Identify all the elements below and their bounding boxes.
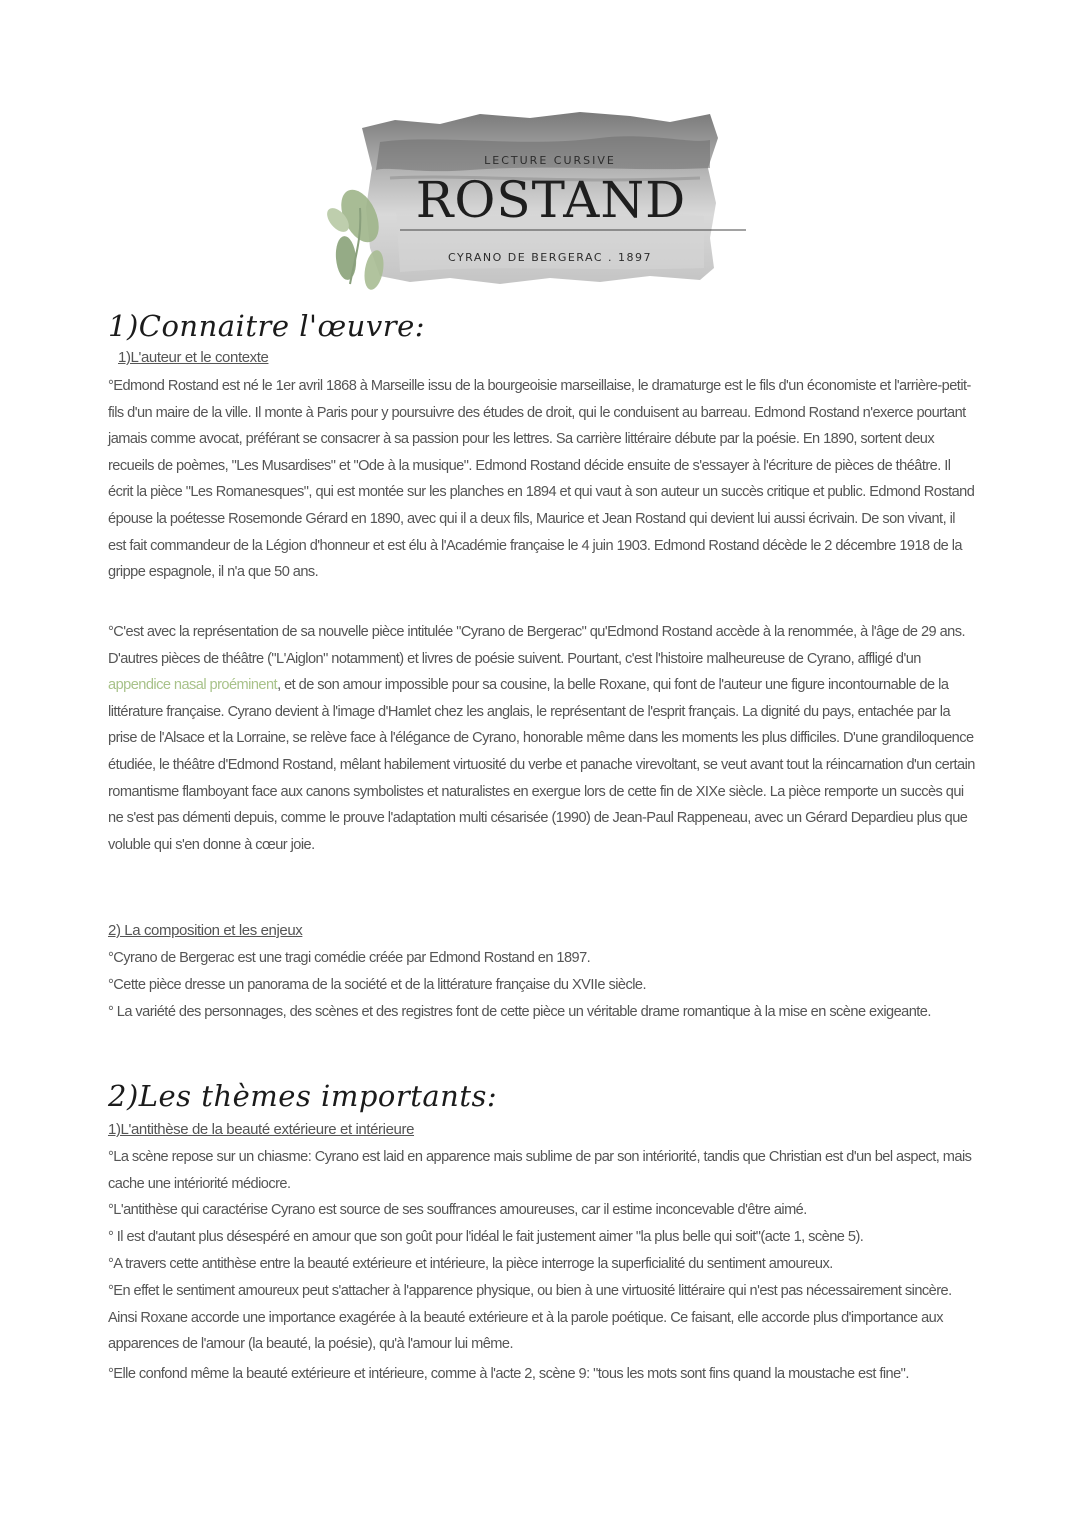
highlighted-text: appendice nasal proéminent [108,677,278,694]
section-2-sub-1-paragraph-2: °L'antithèse qui caractérise Cyrano est source de ses souffrances amoureuses, car il estime inconcevable d'être aimé. [108,1202,807,1218]
section-2-sub-1-paragraph-3: ° Il est d'autant plus désespéré en amour que son goût pour l'idéal le fait justement aimer "la plus belle qui soit"(acte 1, scène 5). [108,1229,864,1245]
paragraph-2-before: °C'est avec la représentation de sa nouvelle pièce intitulée "Cyrano de Bergerac" qu'Edmond Rostand accède à la renommée, à l'âge de 29 ans. D'autres pièces de théâtre ("L'Aiglon" notamment) et livres de poésie suivent. Pourtant, c'est l'histoire malheureuse de Cyrano, affligé d'un [108,624,965,667]
section-1-sub-1-paragraph-1: °Edmond Rostand est né le 1er avril 1868 à Marseille issu de la bourgeoisie marseillaise, le dramaturge est le fils d'un économiste et l'arrière-petit-fils d'un maire de la ville. Il monte à Paris pour y poursuivre des études de droit, qui le conduisent au barreau. Edmond Rostand n'exerce pourtant jamais comme avocat, préférant se consacrer à sa passion pour les lettres. Sa carrière littéraire débute par la poésie. En 1890, sortent deux recueils de poèmes, "Les Musardises" et "Ode à la musique". Edmond Rostand décide ensuite de s'essayer à l'écriture de pièces de théâtre. Il écrit la pièce "Les Romanesques", qui est montée sur les planches en 1894 et qui vaut à son auteur un succès critique et public. Edmond Rostand épouse la poétesse Rosemonde Gérard en 1890, avec qui il a deux fils, Maurice et Jean Rostand qui devient lui aussi écrivain. De son vivant, il est fait commandeur de la Légion d'honneur et est élu à l'Académie française le 4 juin 1903. Edmond Rostand décède le 2 décembre 1918 de la grippe espagnole, il n'a que 50 ans. [108,378,975,581]
section-1-sub-1-paragraph-2 [108,619,976,858]
section-2-sub-1-paragraph-1: °La scène repose sur un chiasme: Cyrano est laid en apparence mais sublime de par son intériorité, tandis que Christian est d'un bel aspect, mais cache une intériorité médiocre. [108,1149,972,1192]
section-2-heading: 2)Les thèmes importants: [108,1079,498,1113]
section-1-sub-1-title: 1)L'auteur et le contexte [118,349,269,366]
section-2-sub-1-paragraph-4: °A travers cette antithèse entre la beauté extérieure et intérieure, la pièce interroge la superficialité du sentiment amoureux. [108,1256,833,1272]
title-banner [300,108,760,298]
banner-kicker: LECTURE CURSIVE [484,154,616,167]
banner-subtitle: CYRANO DE BERGERAC . 1897 [447,251,653,264]
section-1-sub-2-paragraph-2: °Cette pièce dresse un panorama de la société et de la littérature française du XVIIe siècle. [108,977,646,993]
section-2-sub-1-title: 1)L'antithèse de la beauté extérieure et intérieure [108,1121,415,1138]
banner-title: ROSTAND [415,171,687,229]
section-2-sub-1-paragraph-5: °En effet le sentiment amoureux peut s'attacher à l'apparence physique, ou bien à une virtuosité littéraire qui n'est pas nécessairement sincère. Ainsi Roxane accorde une importance exagérée à la beauté extérieure et à la parole poétique. Ce faisant, elle accorde plus d'importance aux apparences de l'amour (la beauté, la poésie), qu'à l'amour lui même. [108,1283,952,1353]
paragraph-2-after: , et de son amour impossible pour sa cousine, la belle Roxane, qui font de l'auteur une figure incontournable de la littérature française. Cyrano devient à l'image d'Hamlet chez les anglais, le représentant de l'esprit français. La dignité du pays, entachée par la prise de l'Alsace et la Lorraine, se relève face à l'élégance de Cyrano, honorable même dans les moments les plus difficiles. D'une grandiloquence étudiée, le théâtre d'Edmond Rostand, mêlant habilement virtuosité du verbe et panache virevoltant, se veut avant tout la réincarnation d'un certain romantisme flamboyant face aux canons symbolistes et naturalistes en exergue lors de cette fin de XIXe siècle. La pièce remporte un succès qui ne s'est pas démenti depuis, comme le prouve l'adaptation multi césarisée (1990) de Jean-Paul Rappeneau, avec un Gérard Depardieu plus que voluble qui s'en donne à cœur joie. [108,677,975,853]
section-1-heading: 1)Connaitre l'œuvre: [108,309,426,343]
section-1-sub-2-paragraph-1: °Cyrano de Bergerac est une tragi comédie créée par Edmond Rostand en 1897. [108,950,591,966]
section-1-sub-2-paragraph-3: ° La variété des personnages, des scènes et des registres font de cette pièce un véritable drame romantique à la mise en scène exigeante. [108,1004,931,1020]
section-2-sub-1-paragraph-6: °Elle confond même la beauté extérieure et intérieure, comme à l'acte 2, scène 9: "tous les mots sont fins quand la moustache est fine". [108,1366,909,1382]
section-1-sub-2-title: 2) La composition et les enjeux [108,922,303,939]
